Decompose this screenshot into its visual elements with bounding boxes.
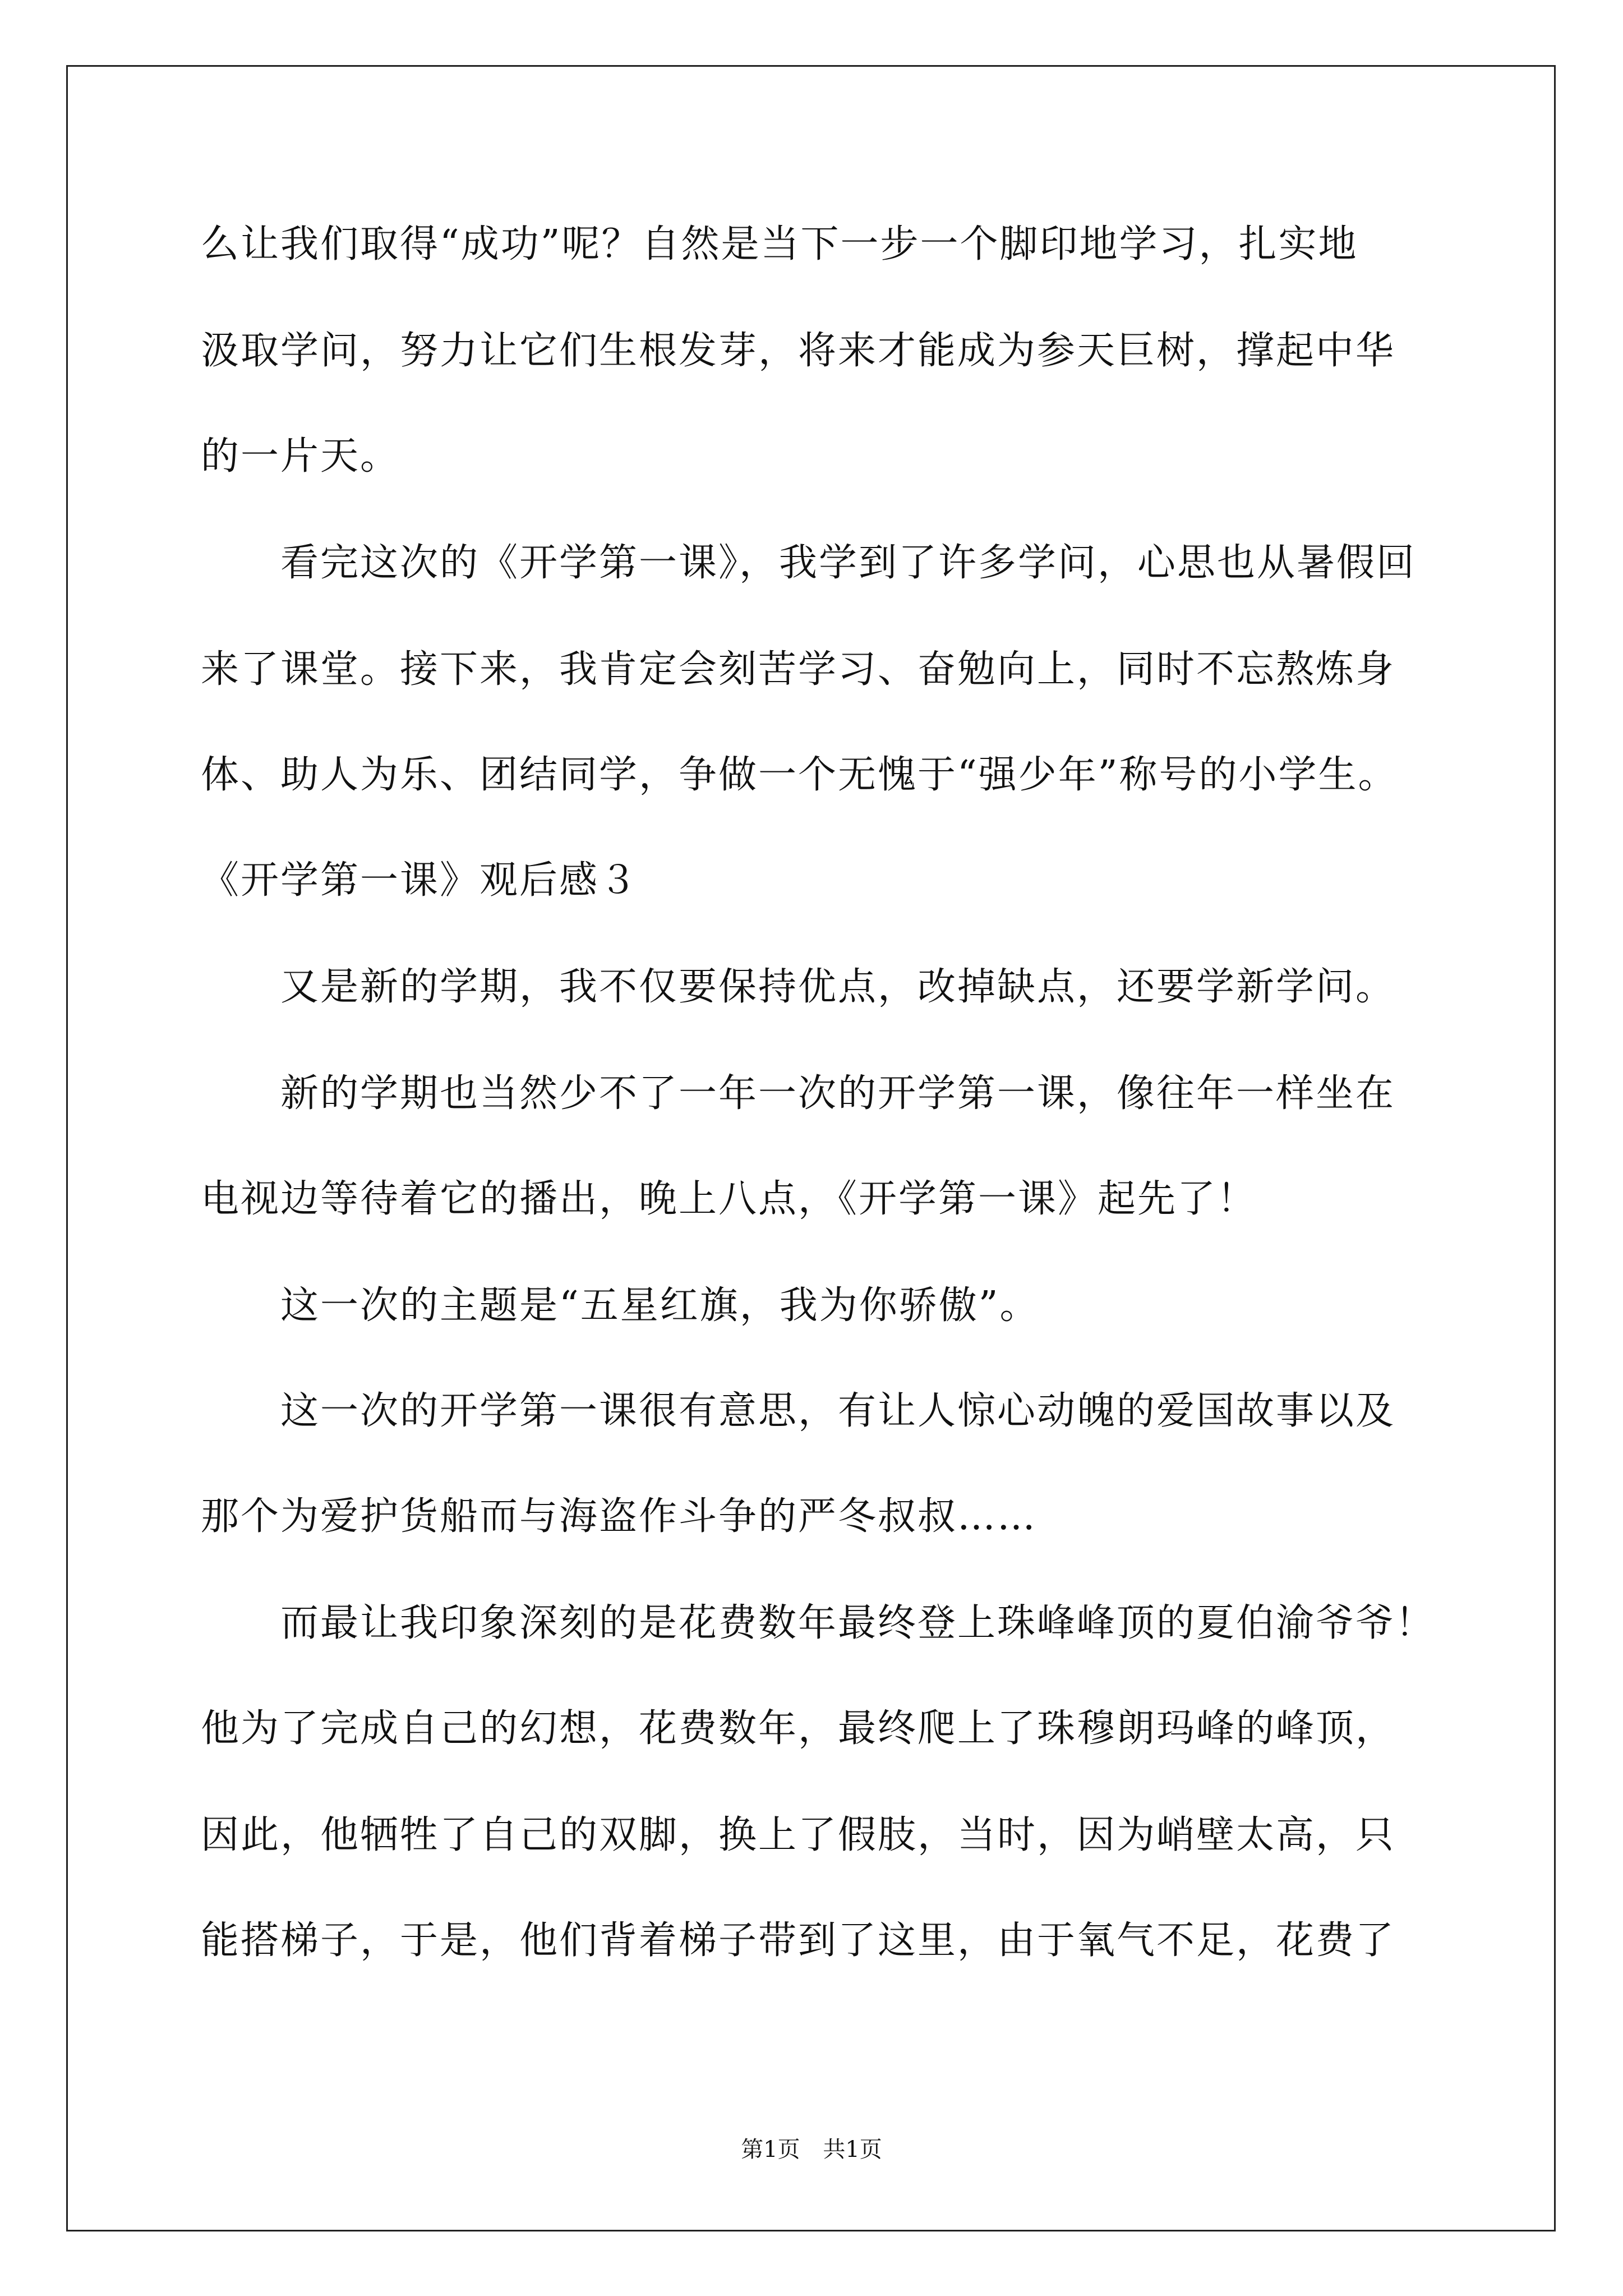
body-line: 么让我们取得“成功”呢？自然是当下一步一个脚印地学习，扎实地 xyxy=(201,222,1358,266)
body-line: 那个为爱护货船而与海盗作斗争的严冬叔叔…… xyxy=(201,1494,1038,1539)
body-line: 体、助人为乐、团结同学，争做一个无愧于“强少年”称号的小学生。 xyxy=(201,753,1398,797)
body-line: 这一次的开学第一课很有意思，有让人惊心动魄的爱国故事以及 xyxy=(280,1389,1396,1433)
body-line: 而最让我印象深刻的是花费数年最终登上珠峰峰顶的夏伯渝爷爷！ xyxy=(280,1601,1436,1645)
page-number: 第1页 xyxy=(741,2137,800,2162)
body-line: 他为了完成自己的幻想，花费数年，最终爬上了珠穆朗玛峰的峰顶， xyxy=(201,1706,1396,1751)
body-line: 这一次的主题是“五星红旗，我为你骄傲”。 xyxy=(280,1283,1040,1328)
body-line: 能搭梯子，于是，他们背着梯子带到了这里，由于氧气不足，花费了 xyxy=(201,1918,1396,1963)
body-line: 的一片天。 xyxy=(201,434,400,478)
body-line: 因此，他牺牲了自己的双脚，换上了假肢，当时，因为峭壁太高，只 xyxy=(201,1813,1396,1857)
body-line: 汲取学问，努力让它们生根发芽，将来才能成为参天巨树，撑起中华 xyxy=(201,329,1396,373)
body-line: 新的学期也当然少不了一年一次的开学第一课，像往年一样坐在 xyxy=(280,1071,1396,1116)
body-line: 电视边等待着它的播出，晚上八点，《开学第一课》起先了！ xyxy=(201,1177,1257,1221)
page-footer xyxy=(0,2138,1623,2161)
body-line: 又是新的学期，我不仅要保持优点，改掉缺点，还要学新学问。 xyxy=(280,965,1396,1009)
body-line: 来了课堂。接下来，我肯定会刻苦学习、奋勉向上，同时不忘熬炼身 xyxy=(201,647,1396,692)
body-line: 看完这次的《开学第一课》，我学到了许多学问，心思也从暑假回 xyxy=(280,541,1417,585)
page-border xyxy=(66,65,1556,2231)
page-total: 共1页 xyxy=(823,2137,882,2162)
section-heading: 《开学第一课》观后感３ xyxy=(201,858,639,903)
